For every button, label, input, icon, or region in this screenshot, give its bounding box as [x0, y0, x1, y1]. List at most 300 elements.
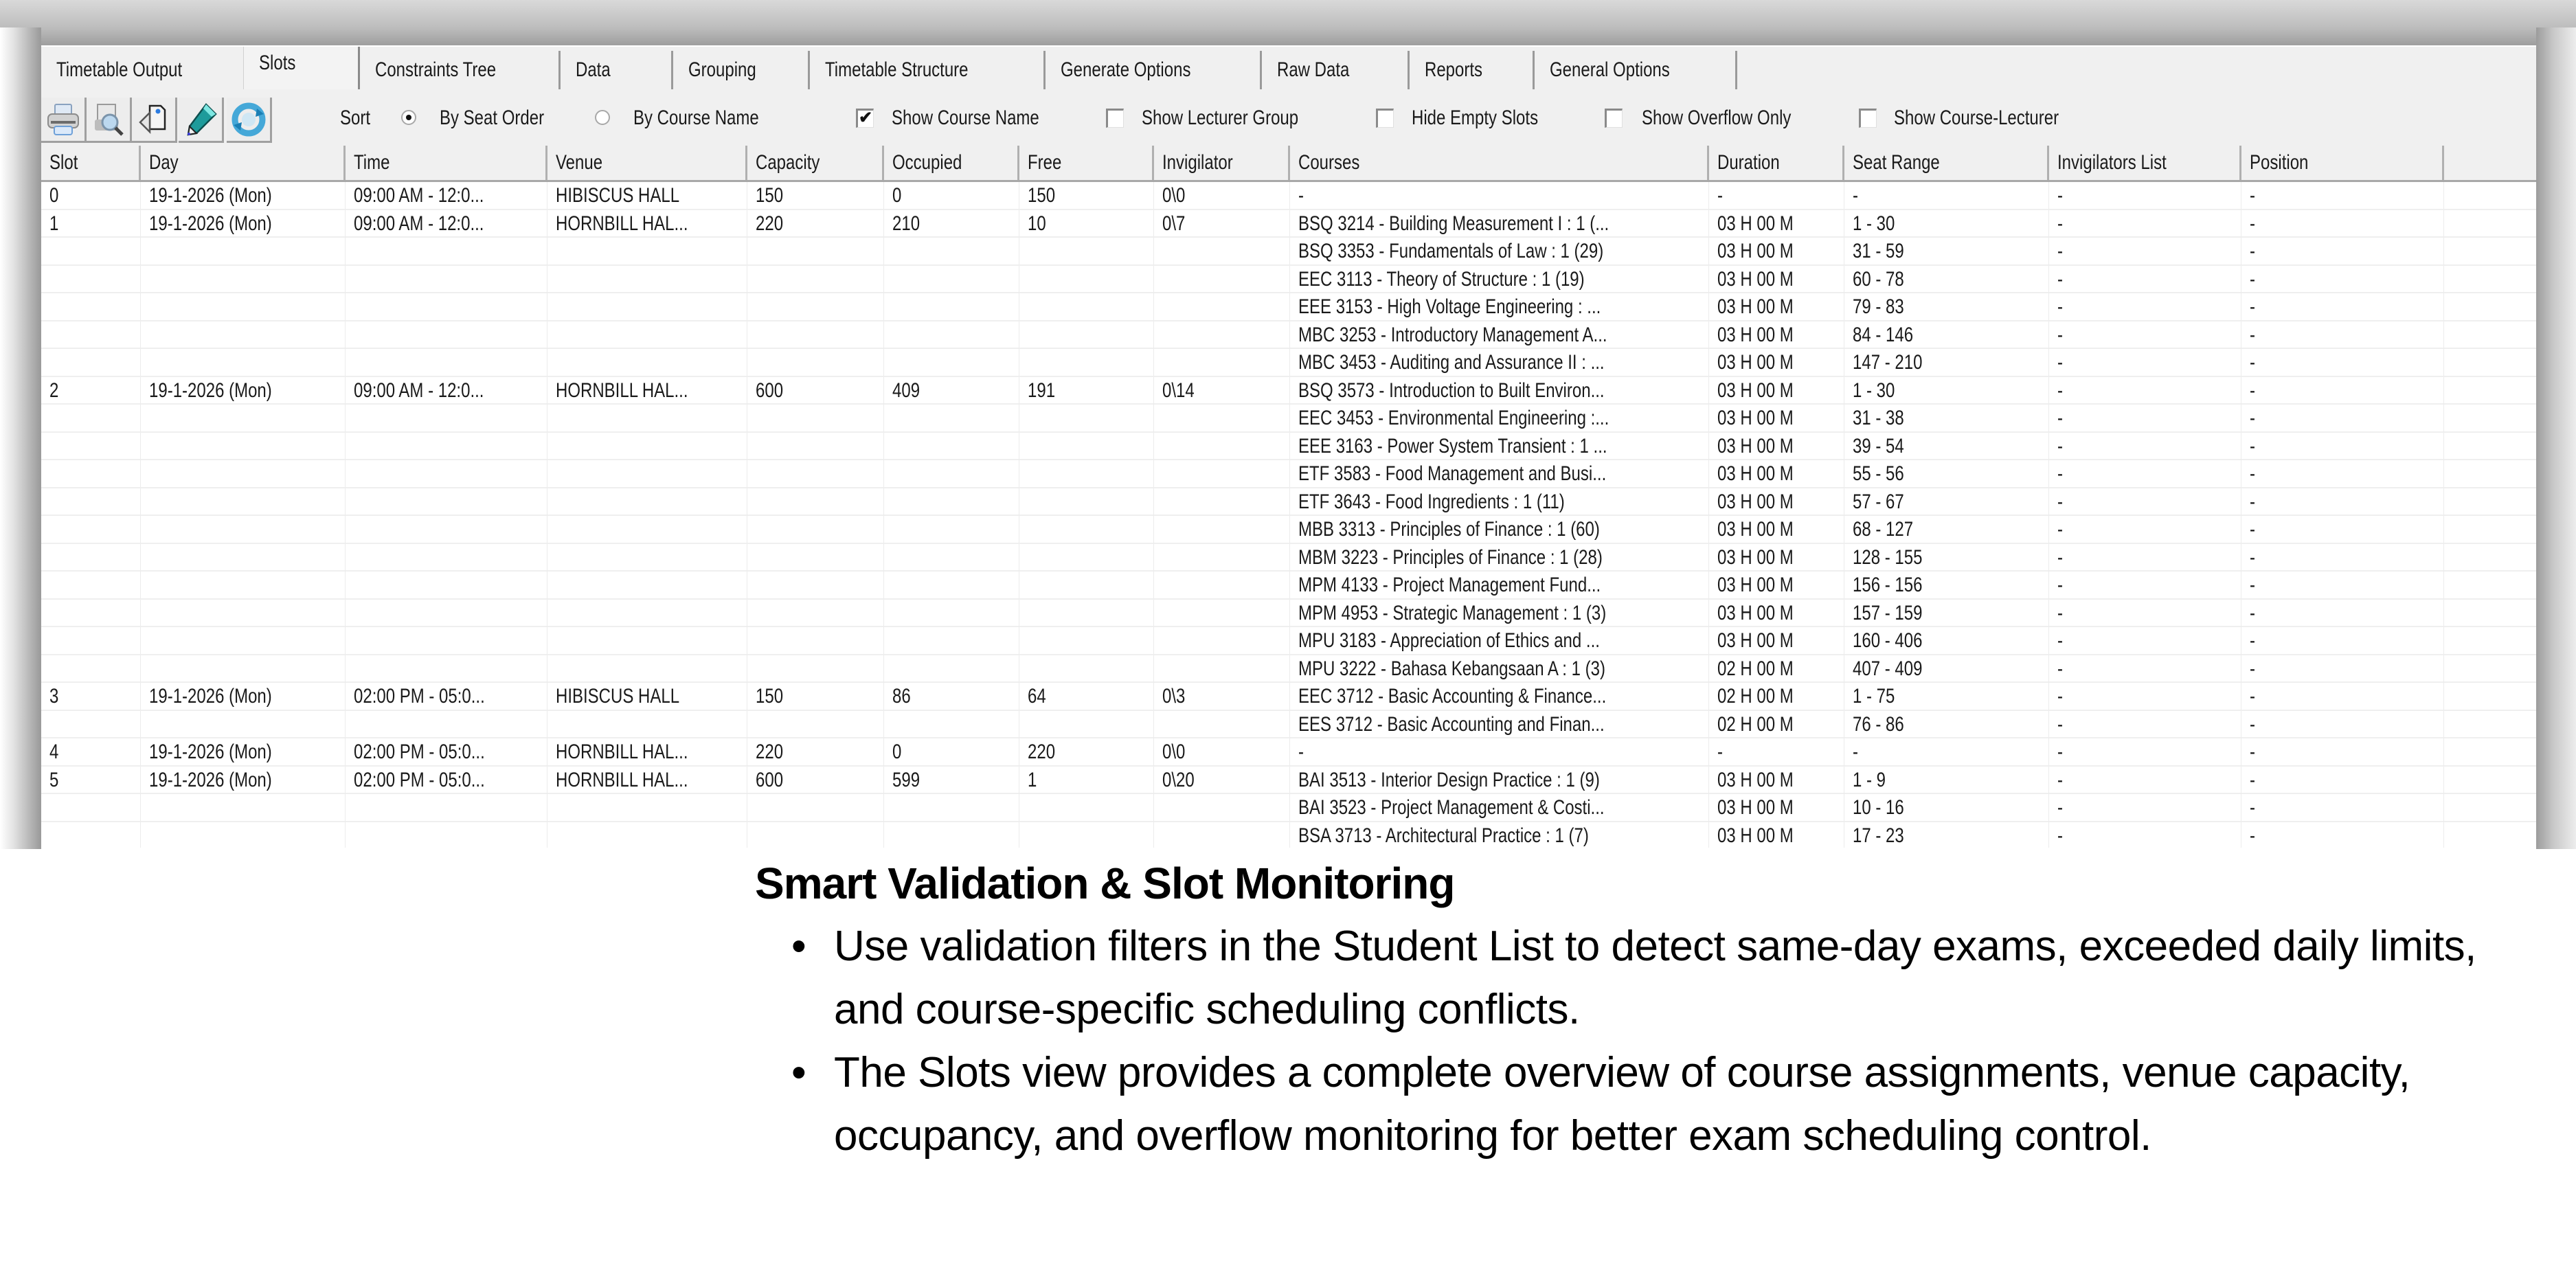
cell-duration: 03 H 00 M — [1709, 627, 1844, 655]
cell-courses: BAI 3523 - Project Management & Costi... — [1290, 794, 1709, 822]
cell-filler — [2444, 627, 2536, 655]
column-header-free[interactable]: Free — [1019, 146, 1154, 180]
tab-bar — [41, 47, 2536, 91]
column-header-time[interactable]: Time — [346, 146, 547, 180]
cell-position: - — [2241, 711, 2444, 738]
table-row[interactable] — [41, 488, 2536, 517]
cell-seat-range: 128 - 155 — [1844, 544, 2049, 572]
cell-free: 220 — [1019, 738, 1154, 766]
cell-time: 09:00 AM - 12:0... — [346, 377, 547, 405]
cell-invigilators-list: - — [2049, 488, 2241, 516]
show-lecturer-group-label[interactable]: Show Lecturer Group — [1142, 106, 1299, 129]
cell-day — [141, 293, 346, 321]
cell-occupied — [884, 266, 1019, 293]
cell-filler — [2444, 683, 2536, 710]
cell-courses: MBB 3313 - Principles of Finance : 1 (60) — [1290, 516, 1709, 543]
table-row[interactable] — [41, 460, 2536, 488]
cell-invigilator — [1154, 516, 1290, 543]
cell-day — [141, 405, 346, 432]
cell-duration: 03 H 00 M — [1709, 321, 1844, 349]
cell-filler — [2444, 266, 2536, 293]
table-row[interactable] — [41, 516, 2536, 544]
table-row[interactable] — [41, 266, 2536, 294]
cell-duration: 03 H 00 M — [1709, 293, 1844, 321]
cell-venue: HIBISCUS HALL — [547, 683, 747, 710]
table-row[interactable] — [41, 377, 2536, 405]
caption-title: Smart Validation & Slot Monitoring — [755, 859, 1455, 908]
cell-free: 191 — [1019, 377, 1154, 405]
cell-invigilator — [1154, 293, 1290, 321]
cell-invigilator — [1154, 627, 1290, 655]
cell-courses: BSA 3713 - Architectural Practice : 1 (7) — [1290, 822, 1709, 848]
cell-position: - — [2241, 738, 2444, 766]
cell-occupied — [884, 321, 1019, 349]
tab-timetable-output[interactable]: Timetable Output — [41, 51, 243, 89]
table-row[interactable] — [41, 433, 2536, 461]
table-row[interactable] — [41, 600, 2536, 628]
column-header-day[interactable]: Day — [141, 146, 346, 180]
export-page-icon — [136, 102, 172, 137]
cell-venue — [547, 238, 747, 265]
column-header-courses[interactable]: Courses — [1290, 146, 1709, 180]
cell-filler — [2444, 711, 2536, 738]
table-row[interactable] — [41, 572, 2536, 600]
cell-filler — [2444, 600, 2536, 627]
cell-position: - — [2241, 377, 2444, 405]
table-row[interactable] — [41, 794, 2536, 822]
cell-seat-range: 68 - 127 — [1844, 516, 2049, 543]
cell-invigilator — [1154, 600, 1290, 627]
cell-occupied: 210 — [884, 210, 1019, 238]
cell-venue — [547, 293, 747, 321]
cell-position: - — [2241, 794, 2444, 822]
cell-invigilators-list: - — [2049, 349, 2241, 376]
cell-slot: 5 — [41, 767, 141, 794]
table-row[interactable] — [41, 627, 2536, 655]
cell-venue — [547, 460, 747, 488]
column-header-filler[interactable] — [2444, 146, 2536, 180]
show-course-lecturer-checkbox[interactable] — [1859, 109, 1877, 128]
cell-invigilator — [1154, 572, 1290, 599]
cell-invigilators-list: - — [2049, 711, 2241, 738]
cell-duration: 03 H 00 M — [1709, 377, 1844, 405]
cell-courses: EEC 3453 - Environmental Engineering :... — [1290, 405, 1709, 432]
cell-occupied — [884, 794, 1019, 822]
cell-position: - — [2241, 627, 2444, 655]
cell-free — [1019, 794, 1154, 822]
cell-duration: 03 H 00 M — [1709, 600, 1844, 627]
cell-day — [141, 433, 346, 460]
cell-time — [346, 655, 547, 683]
cell-duration: 03 H 00 M — [1709, 266, 1844, 293]
cell-time — [346, 349, 547, 376]
cell-free — [1019, 488, 1154, 516]
cell-capacity — [747, 822, 884, 848]
table-row[interactable] — [41, 293, 2536, 321]
cell-venue: HORNBILL HAL... — [547, 210, 747, 238]
cell-seat-range: 160 - 406 — [1844, 627, 2049, 655]
tab-raw-data[interactable]: Raw Data — [1262, 51, 1410, 89]
table-row[interactable] — [41, 321, 2536, 350]
cell-slot — [41, 266, 141, 293]
cell-time — [346, 321, 547, 349]
cell-invigilator — [1154, 238, 1290, 265]
cell-courses: BSQ 3573 - Introduction to Built Environ... — [1290, 377, 1709, 405]
cell-seat-range: - — [1844, 738, 2049, 766]
cell-capacity: 600 — [747, 377, 884, 405]
cell-position: - — [2241, 321, 2444, 349]
cell-courses: EEE 3163 - Power System Transient : 1 ... — [1290, 433, 1709, 460]
cell-duration: 02 H 00 M — [1709, 683, 1844, 710]
cell-courses: BAI 3513 - Interior Design Practice : 1 (9) — [1290, 767, 1709, 794]
slots-window — [41, 47, 2536, 848]
cell-time — [346, 822, 547, 848]
cell-time — [346, 293, 547, 321]
cell-invigilator: 0\7 — [1154, 210, 1290, 238]
cell-capacity — [747, 655, 884, 683]
cell-invigilators-list: - — [2049, 266, 2241, 293]
cell-courses: BSQ 3214 - Building Measurement I : 1 (... — [1290, 210, 1709, 238]
cell-time — [346, 488, 547, 516]
cell-invigilators-list: - — [2049, 433, 2241, 460]
cell-day: 19-1-2026 (Mon) — [141, 377, 346, 405]
grid-rows — [41, 182, 2536, 848]
cell-position: - — [2241, 767, 2444, 794]
cell-duration: 03 H 00 M — [1709, 433, 1844, 460]
cell-venue: HORNBILL HAL... — [547, 738, 747, 766]
tab-slots[interactable]: Slots — [243, 47, 360, 89]
table-row[interactable] — [41, 711, 2536, 739]
cell-invigilator — [1154, 349, 1290, 376]
cell-slot — [41, 349, 141, 376]
cell-free: 64 — [1019, 683, 1154, 710]
show-course-name-checkbox[interactable]: ✔ — [856, 109, 874, 128]
cell-capacity: 220 — [747, 210, 884, 238]
cell-invigilator: 0\0 — [1154, 738, 1290, 766]
cell-capacity — [747, 516, 884, 543]
sort-by-course-name-label[interactable]: By Course Name — [633, 106, 759, 129]
cell-position: - — [2241, 488, 2444, 516]
table-row[interactable] — [41, 767, 2536, 795]
cell-time — [346, 460, 547, 488]
cell-invigilators-list: - — [2049, 655, 2241, 683]
cell-filler — [2444, 488, 2536, 516]
cell-slot: 4 — [41, 738, 141, 766]
cell-capacity — [747, 238, 884, 265]
cell-occupied — [884, 544, 1019, 572]
cell-slot: 0 — [41, 182, 141, 210]
cell-invigilator: 0\14 — [1154, 377, 1290, 405]
cell-occupied: 409 — [884, 377, 1019, 405]
column-header-seat-range[interactable]: Seat Range — [1844, 146, 2049, 180]
column-header-duration[interactable]: Duration — [1709, 146, 1844, 180]
cell-seat-range: 10 - 16 — [1844, 794, 2049, 822]
print-button[interactable] — [41, 98, 87, 143]
tab-constraints-tree[interactable]: Constraints Tree — [360, 51, 561, 89]
cell-capacity — [747, 544, 884, 572]
cell-slot: 3 — [41, 683, 141, 710]
cell-invigilators-list: - — [2049, 321, 2241, 349]
cell-capacity — [747, 460, 884, 488]
cell-seat-range: 1 - 30 — [1844, 377, 2049, 405]
column-header-capacity[interactable]: Capacity — [747, 146, 884, 180]
cell-slot — [41, 238, 141, 265]
window-shadow-right — [2536, 27, 2576, 849]
cell-time — [346, 711, 547, 738]
cell-seat-range: 31 - 38 — [1844, 405, 2049, 432]
cell-slot — [41, 460, 141, 488]
cell-slot: 1 — [41, 210, 141, 238]
cell-invigilator — [1154, 266, 1290, 293]
cell-venue: HIBISCUS HALL — [547, 182, 747, 210]
cell-duration: 03 H 00 M — [1709, 544, 1844, 572]
cell-time — [346, 433, 547, 460]
cell-seat-range: 1 - 30 — [1844, 210, 2049, 238]
cell-invigilator — [1154, 488, 1290, 516]
cell-filler — [2444, 238, 2536, 265]
cell-duration: 03 H 00 M — [1709, 210, 1844, 238]
cell-day — [141, 266, 346, 293]
column-header-invigilator[interactable]: Invigilator — [1154, 146, 1290, 180]
sort-by-seat-order-label[interactable]: By Seat Order — [440, 106, 545, 129]
caption-bullet: • The Slots view provides a complete overview of course assignments, venue capacity, occupancy, and overflow monitoring for better exam scheduling control. — [834, 1041, 2541, 1168]
table-row[interactable] — [41, 738, 2536, 767]
cell-venue — [547, 794, 747, 822]
cell-day — [141, 238, 346, 265]
cell-duration: 03 H 00 M — [1709, 488, 1844, 516]
cell-occupied — [884, 433, 1019, 460]
cell-duration: 03 H 00 M — [1709, 767, 1844, 794]
cell-invigilators-list: - — [2049, 460, 2241, 488]
cell-invigilators-list: - — [2049, 572, 2241, 599]
column-header-occupied[interactable]: Occupied — [884, 146, 1019, 180]
cell-duration: 03 H 00 M — [1709, 572, 1844, 599]
cell-filler — [2444, 210, 2536, 238]
cell-occupied — [884, 405, 1019, 432]
cell-occupied — [884, 655, 1019, 683]
cell-invigilators-list: - — [2049, 516, 2241, 543]
cell-duration: 02 H 00 M — [1709, 711, 1844, 738]
cell-venue — [547, 488, 747, 516]
cell-position: - — [2241, 210, 2444, 238]
cell-day — [141, 822, 346, 848]
sort-by-seat-order-radio[interactable] — [401, 110, 416, 125]
cell-occupied — [884, 711, 1019, 738]
cell-slot — [41, 627, 141, 655]
show-overflow-only-checkbox[interactable] — [1605, 109, 1623, 128]
cell-filler — [2444, 738, 2536, 766]
cell-capacity — [747, 349, 884, 376]
cell-filler — [2444, 544, 2536, 572]
cell-day — [141, 488, 346, 516]
cell-invigilators-list: - — [2049, 600, 2241, 627]
cell-seat-range: 156 - 156 — [1844, 572, 2049, 599]
cell-time — [346, 544, 547, 572]
cell-invigilator — [1154, 321, 1290, 349]
cell-venue — [547, 544, 747, 572]
tab-generate-options[interactable]: Generate Options — [1046, 51, 1262, 89]
table-row[interactable] — [41, 822, 2536, 848]
cell-seat-range: 17 - 23 — [1844, 822, 2049, 848]
table-row[interactable] — [41, 405, 2536, 433]
cell-courses: MPU 3183 - Appreciation of Ethics and ... — [1290, 627, 1709, 655]
cell-day: 19-1-2026 (Mon) — [141, 738, 346, 766]
table-row[interactable] — [41, 349, 2536, 377]
cell-free — [1019, 516, 1154, 543]
cell-day — [141, 572, 346, 599]
cell-invigilators-list: - — [2049, 794, 2241, 822]
cell-position: - — [2241, 405, 2444, 432]
cell-courses: - — [1290, 182, 1709, 210]
cell-venue — [547, 516, 747, 543]
cell-invigilator — [1154, 460, 1290, 488]
show-lecturer-group-checkbox[interactable] — [1106, 109, 1124, 128]
cell-day — [141, 460, 346, 488]
cell-seat-range: 1 - 75 — [1844, 683, 2049, 710]
sort-by-course-name-radio[interactable] — [595, 110, 610, 125]
cell-day — [141, 349, 346, 376]
tab-general-options[interactable]: General Options — [1535, 51, 1737, 89]
cell-slot: 2 — [41, 377, 141, 405]
cell-courses: ETF 3643 - Food Ingredients : 1 (11) — [1290, 488, 1709, 516]
cell-capacity — [747, 321, 884, 349]
column-header-venue[interactable]: Venue — [547, 146, 747, 180]
cell-filler — [2444, 572, 2536, 599]
cell-venue — [547, 655, 747, 683]
cell-invigilator — [1154, 794, 1290, 822]
table-row[interactable] — [41, 182, 2536, 210]
caption-bullet: • Use validation filters in the Student List to detect same-day exams, exceeded daily limits, and course-specific scheduling conflicts. — [834, 915, 2541, 1041]
cell-time: 02:00 PM - 05:0... — [346, 767, 547, 794]
cell-filler — [2444, 794, 2536, 822]
cell-invigilator: 0\3 — [1154, 683, 1290, 710]
cell-occupied — [884, 822, 1019, 848]
cell-free — [1019, 433, 1154, 460]
cell-time: 09:00 AM - 12:0... — [346, 210, 547, 238]
show-course-name-label[interactable]: Show Course Name — [892, 106, 1039, 129]
cell-time — [346, 794, 547, 822]
cell-capacity — [747, 600, 884, 627]
cell-capacity: 150 — [747, 683, 884, 710]
cell-time — [346, 266, 547, 293]
cell-slot — [41, 794, 141, 822]
cell-duration: 03 H 00 M — [1709, 516, 1844, 543]
cell-courses: EEC 3712 - Basic Accounting & Finance... — [1290, 683, 1709, 710]
cell-slot — [41, 544, 141, 572]
cell-capacity — [747, 293, 884, 321]
cell-time — [346, 572, 547, 599]
cell-free — [1019, 822, 1154, 848]
cell-occupied: 86 — [884, 683, 1019, 710]
tab-reports[interactable]: Reports — [1410, 51, 1535, 89]
cell-venue — [547, 572, 747, 599]
cell-invigilators-list: - — [2049, 293, 2241, 321]
cell-occupied: 0 — [884, 182, 1019, 210]
cell-invigilator — [1154, 711, 1290, 738]
cell-seat-range: 84 - 146 — [1844, 321, 2049, 349]
cell-day: 19-1-2026 (Mon) — [141, 683, 346, 710]
cell-invigilator: 0\0 — [1154, 182, 1290, 210]
cell-position: - — [2241, 572, 2444, 599]
cell-venue — [547, 405, 747, 432]
cell-seat-range: 39 - 54 — [1844, 433, 2049, 460]
cell-duration: 03 H 00 M — [1709, 405, 1844, 432]
cell-slot — [41, 433, 141, 460]
cell-duration: 03 H 00 M — [1709, 349, 1844, 376]
cell-filler — [2444, 516, 2536, 543]
show-overflow-only-label[interactable]: Show Overflow Only — [1642, 106, 1792, 129]
table-row[interactable] — [41, 655, 2536, 683]
cell-seat-range: 407 - 409 — [1844, 655, 2049, 683]
hide-empty-slots-label[interactable]: Hide Empty Slots — [1412, 106, 1539, 129]
cell-courses: MPM 4133 - Project Management Fund... — [1290, 572, 1709, 599]
hide-empty-slots-checkbox[interactable] — [1376, 109, 1394, 128]
cell-duration: 03 H 00 M — [1709, 460, 1844, 488]
cell-free — [1019, 544, 1154, 572]
cell-duration: 02 H 00 M — [1709, 655, 1844, 683]
cell-occupied: 0 — [884, 738, 1019, 766]
table-row[interactable] — [41, 210, 2536, 238]
tab-timetable-structure[interactable]: Timetable Structure — [810, 51, 1046, 89]
export-button[interactable] — [132, 98, 177, 143]
cell-slot — [41, 600, 141, 627]
cell-invigilators-list: - — [2049, 238, 2241, 265]
cell-venue — [547, 600, 747, 627]
cell-courses: - — [1290, 738, 1709, 766]
cell-venue — [547, 433, 747, 460]
table-row[interactable] — [41, 238, 2536, 266]
show-course-lecturer-label[interactable]: Show Course-Lecturer — [1894, 106, 2059, 129]
cell-filler — [2444, 182, 2536, 210]
cell-venue — [547, 627, 747, 655]
cell-invigilator — [1154, 433, 1290, 460]
cell-seat-range: 147 - 210 — [1844, 349, 2049, 376]
cell-capacity — [747, 405, 884, 432]
cell-courses: EEE 3153 - High Voltage Engineering : ... — [1290, 293, 1709, 321]
column-header-invigilators-list[interactable]: Invigilators List — [2049, 146, 2241, 180]
table-row[interactable] — [41, 544, 2536, 572]
cell-courses: ETF 3583 - Food Management and Busi... — [1290, 460, 1709, 488]
cell-occupied — [884, 349, 1019, 376]
cell-day — [141, 516, 346, 543]
cell-position: - — [2241, 822, 2444, 848]
column-header-slot[interactable]: Slot — [41, 146, 141, 180]
tab-grouping[interactable]: Grouping — [673, 51, 810, 89]
cell-invigilators-list: - — [2049, 182, 2241, 210]
edit-button[interactable] — [179, 98, 224, 143]
cell-capacity — [747, 627, 884, 655]
cell-capacity — [747, 572, 884, 599]
cell-filler — [2444, 767, 2536, 794]
print-preview-button[interactable] — [87, 98, 132, 143]
cell-position: - — [2241, 182, 2444, 210]
cell-seat-range: 55 - 56 — [1844, 460, 2049, 488]
sort-label: Sort — [340, 106, 371, 129]
cell-filler — [2444, 377, 2536, 405]
toolbar — [41, 89, 2536, 148]
cell-invigilators-list: - — [2049, 627, 2241, 655]
cell-capacity: 150 — [747, 182, 884, 210]
table-row[interactable] — [41, 683, 2536, 711]
cell-capacity — [747, 488, 884, 516]
slots-grid — [41, 146, 2536, 848]
cell-invigilators-list: - — [2049, 544, 2241, 572]
refresh-button[interactable] — [227, 98, 272, 143]
tab-data[interactable]: Data — [561, 51, 673, 89]
cell-time — [346, 516, 547, 543]
column-header-position[interactable]: Position — [2241, 146, 2444, 180]
cell-capacity — [747, 794, 884, 822]
